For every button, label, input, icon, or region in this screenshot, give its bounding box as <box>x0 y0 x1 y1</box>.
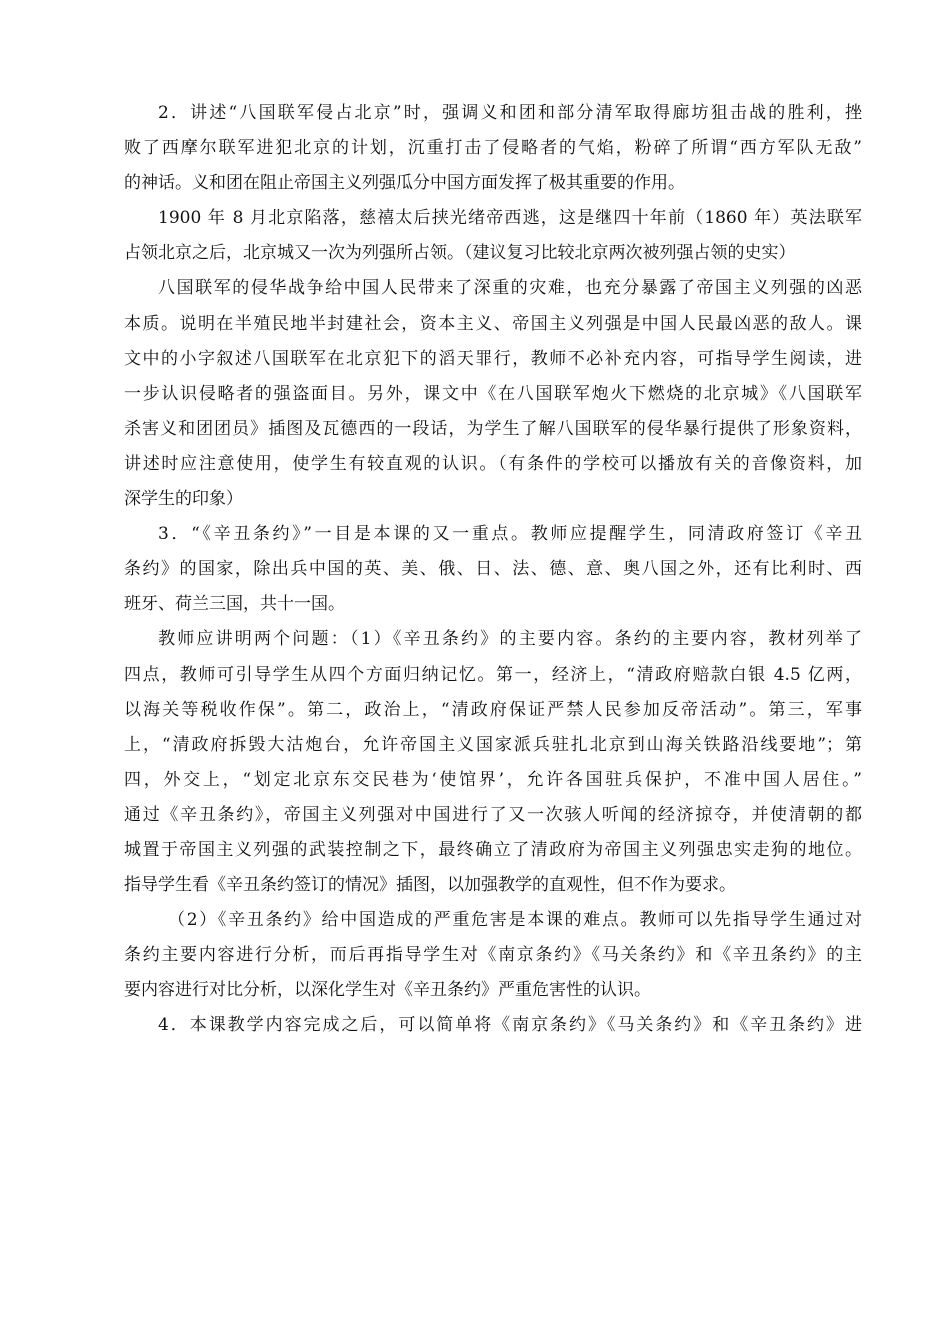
text-line: 班牙、荷兰三国，共十一国。 <box>124 594 345 615</box>
text-line: 3．“《辛丑条约》”一目是本课的又一重点。教师应提醒学生，同清政府签订《辛丑 <box>158 524 862 545</box>
text-line: 指导学生看《辛丑条约签订的情况》插图，以加强教学的直观性，但不作为要求。 <box>124 875 736 896</box>
paragraph-2-eight-nation-alliance <box>90 96 862 201</box>
text-line: 上，“清政府拆毁大沽炮台，允许帝国主义国家派兵驻扎北京到山海关铁路沿线要地”；第 <box>124 734 862 755</box>
text-line: 要内容进行对比分析，以深化学生对《辛丑条约》严重危害性的认识。 <box>124 980 651 1001</box>
text-line: 四，外交上，“划定北京东交民巷为‘使馆界’，允许各国驻兵保护，不准中国人居住。” <box>124 769 862 790</box>
text-line: 条约主要内容进行分析，而后再指导学生对《南京条约》《马关条约》和《辛丑条约》的主 <box>124 945 862 966</box>
text-line: 文中的小字叙述八国联军在北京犯下的滔天罪行，教师不必补充内容，可指导学生阅读，进 <box>124 348 862 369</box>
text-line: 1900 年 8 月北京陷落，慈禧太后挟光绪帝西逃，这是继四十年前（1860 年）英法联军 <box>158 208 862 229</box>
paragraph-treaty-harm <box>90 903 862 1008</box>
text-line: 一步认识侵略者的强盗面目。另外，课文中《在八国联军炮火下燃烧的北京城》《八国联军 <box>124 383 862 404</box>
paragraph-3-xinchou-treaty <box>90 517 862 622</box>
text-line: 占领北京之后，北京城又一次为列强所占领。（建议复习比较北京两次被列强占领的史实） <box>124 243 796 264</box>
paragraph-4-summary <box>90 1008 862 1043</box>
text-line: 2．讲述“八国联军侵占北京”时，强调义和团和部分清军取得廊坊狙击战的胜利，挫 <box>158 103 862 123</box>
text-line: 深学生的印象） <box>124 489 243 510</box>
text-line: 讲述时应注意使用，使学生有较直观的认识。（有条件的学校可以播放有关的音像资料，加 <box>124 453 862 474</box>
text-line: 败了西摩尔联军进犯北京的计划，沉重打击了侵略者的气焰，粉碎了所谓“西方军队无敌” <box>124 138 862 159</box>
paragraph-treaty-content <box>90 622 862 903</box>
text-line: 通过《辛丑条约》，帝国主义列强对中国进行了又一次骇人听闻的经济掠夺，并使清朝的都 <box>124 804 862 825</box>
text-line: 城置于帝国主义列强的武装控制之下，最终确立了清政府为帝国主义列强忠实走狗的地位。 <box>124 839 862 860</box>
paragraph-war-disaster <box>90 271 862 517</box>
paragraph-beijing-fall-1900 <box>90 201 862 271</box>
text-line: 四点，教师可引导学生从四个方面归纳记忆。第一，经济上，“清政府赔款白银 4.5 亿两， <box>124 664 862 685</box>
text-line: 条约》的国家，除出兵中国的英、美、俄、日、法、德、意、奥八国之外，还有比利时、西 <box>124 559 862 580</box>
text-line: 的神话。义和团在阻止帝国主义列强瓜分中国方面发挥了极其重要的作用。 <box>124 173 685 194</box>
text-line: 教师应讲明两个问题：（1）《辛丑条约》的主要内容。条约的主要内容，教材列举了 <box>158 629 862 650</box>
text-line: 八国联军的侵华战争给中国人民带来了深重的灾难，也充分暴露了帝国主义列强的凶恶 <box>158 278 862 299</box>
text-line: 本质。说明在半殖民地半封建社会，资本主义、帝国主义列强是中国人民最凶恶的敌人。课 <box>124 313 862 334</box>
text-line: 杀害义和团团员》插图及瓦德西的一段话，为学生了解八国联军的侵华暴行提供了形象资料， <box>124 418 862 439</box>
text-line: （2）《辛丑条约》给中国造成的严重危害是本课的难点。教师可以先指导学生通过对 <box>168 910 862 931</box>
text-line: 以海关等税收作保”。第二，政治上，“清政府保证严禁人民参加反帝活动”。第三，军事 <box>124 699 862 720</box>
text-line: 4．本课教学内容完成之后，可以简单将《南京条约》《马关条约》和《辛丑条约》进 <box>158 1015 862 1036</box>
document-body <box>90 96 862 1044</box>
